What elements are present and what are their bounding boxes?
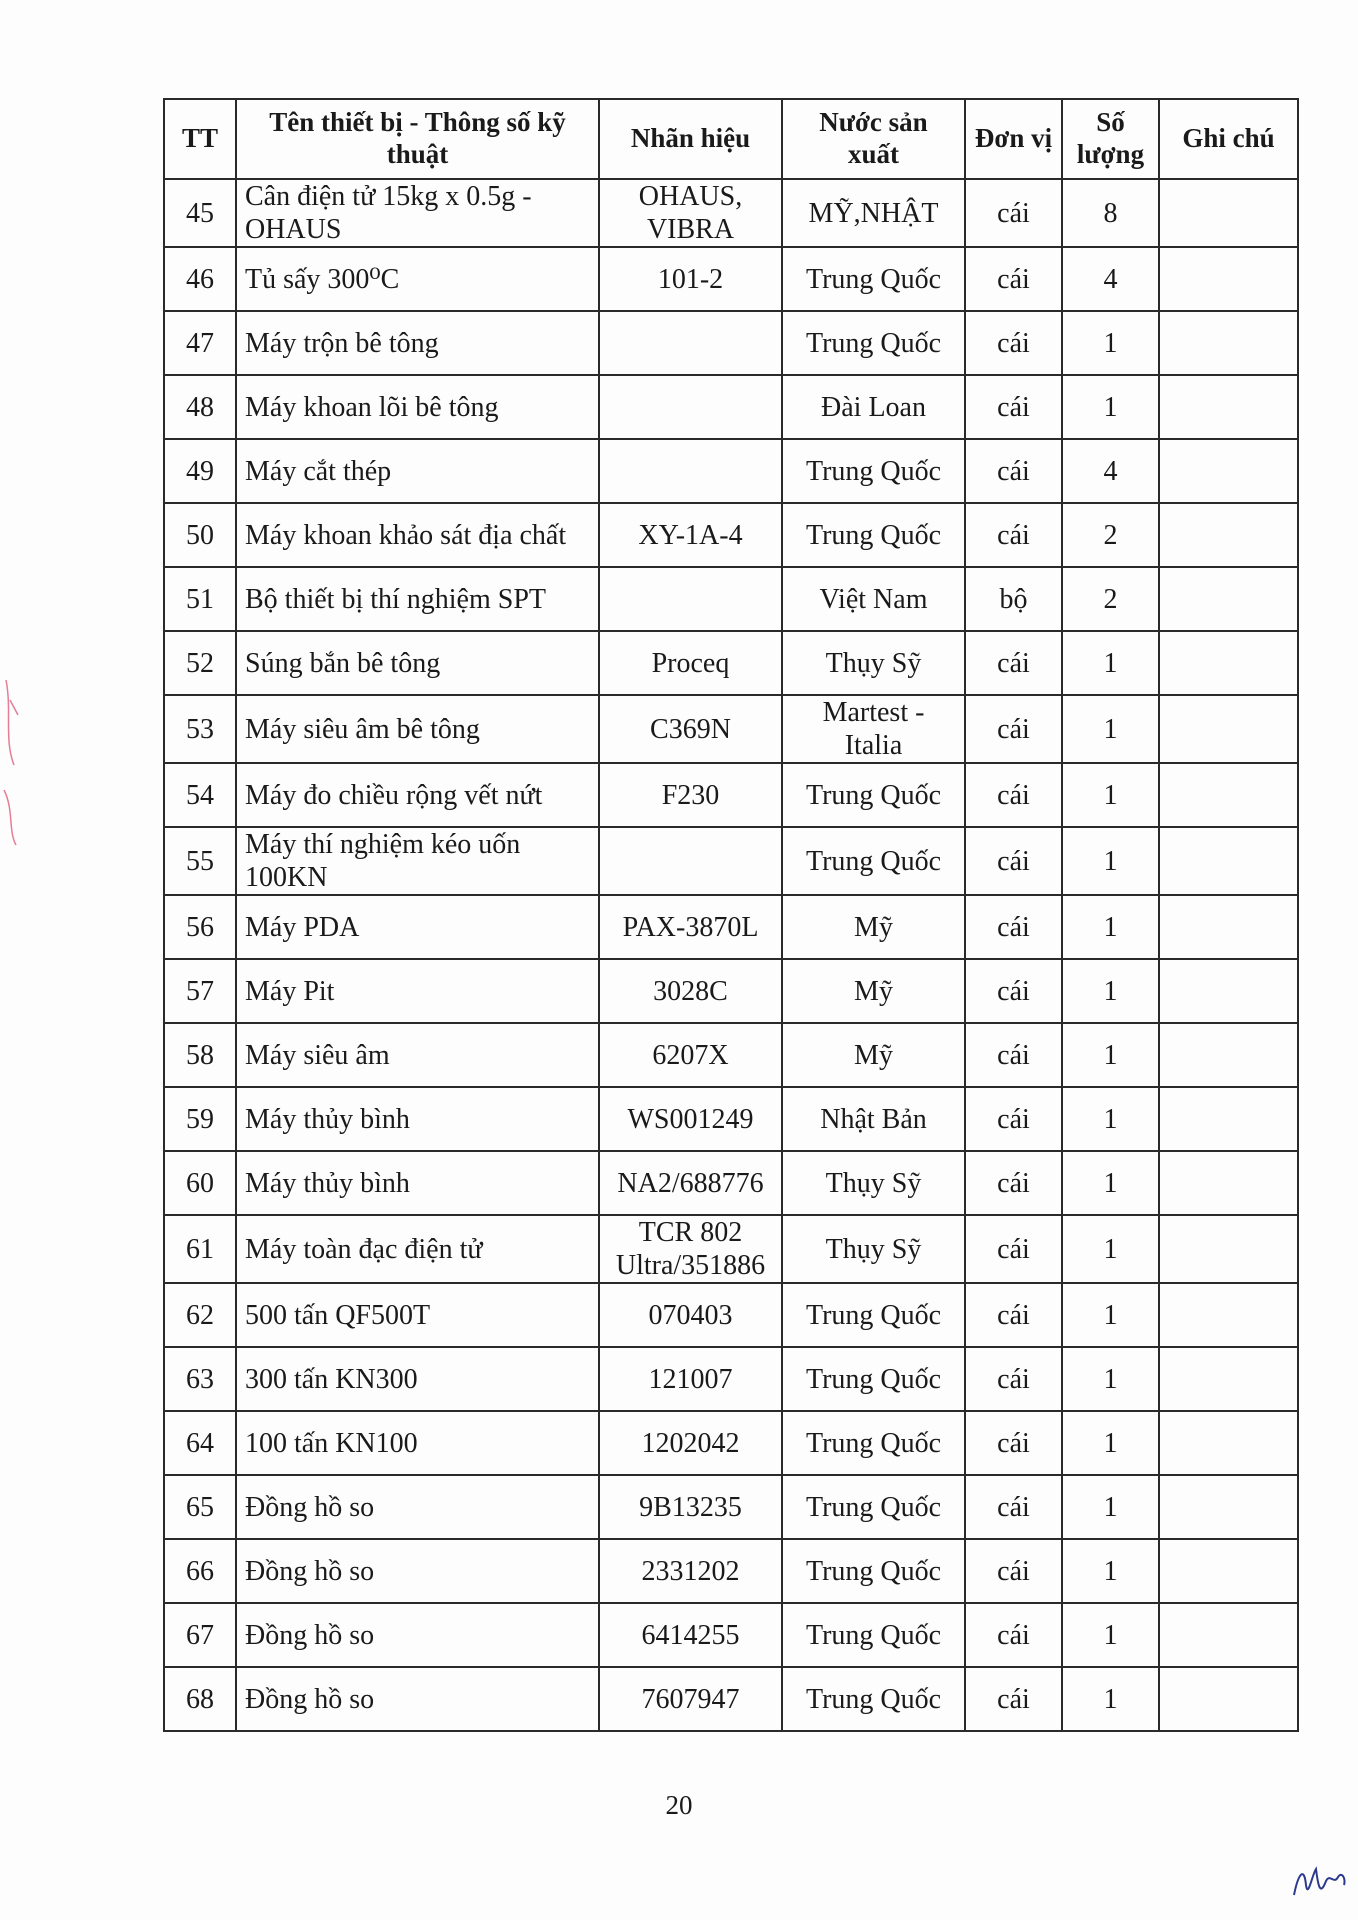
cell-tt: 63: [164, 1347, 236, 1411]
cell-country: Trung Quốc: [782, 1603, 965, 1667]
header-note: Ghi chú: [1159, 99, 1298, 179]
cell-note: [1159, 1475, 1298, 1539]
cell-tt: 54: [164, 763, 236, 827]
cell-country: Trung Quốc: [782, 503, 965, 567]
table-row: [164, 439, 1298, 503]
cell-name: Máy siêu âm bê tông: [236, 695, 599, 763]
cell-name: Máy siêu âm: [236, 1023, 599, 1087]
cell-brand: 6207X: [599, 1023, 782, 1087]
cell-name: 500 tấn QF500T: [236, 1283, 599, 1347]
cell-country: Trung Quốc: [782, 1411, 965, 1475]
cell-country: Martest - Italia: [782, 695, 965, 763]
cell-note: [1159, 763, 1298, 827]
cell-brand: 6414255: [599, 1603, 782, 1667]
cell-unit: cái: [965, 1347, 1062, 1411]
cell-unit: cái: [965, 631, 1062, 695]
cell-unit: cái: [965, 311, 1062, 375]
cell-unit: cái: [965, 763, 1062, 827]
cell-brand: 7607947: [599, 1667, 782, 1731]
cell-brand: 121007: [599, 1347, 782, 1411]
cell-name: Máy đo chiều rộng vết nứt: [236, 763, 599, 827]
cell-note: [1159, 247, 1298, 311]
cell-tt: 58: [164, 1023, 236, 1087]
cell-qty: 1: [1062, 959, 1159, 1023]
cell-unit: cái: [965, 1667, 1062, 1731]
cell-tt: 64: [164, 1411, 236, 1475]
table-row: [164, 959, 1298, 1023]
cell-unit: cái: [965, 375, 1062, 439]
cell-name: Máy Pit: [236, 959, 599, 1023]
table-row: [164, 179, 1298, 247]
cell-note: [1159, 959, 1298, 1023]
cell-brand: Proceq: [599, 631, 782, 695]
cell-qty: 1: [1062, 1475, 1159, 1539]
cell-name: Đồng hồ so: [236, 1475, 599, 1539]
header-qty: Số lượng: [1062, 99, 1159, 179]
table-row: [164, 1087, 1298, 1151]
cell-brand: 2331202: [599, 1539, 782, 1603]
cell-country: Việt Nam: [782, 567, 965, 631]
cell-unit: cái: [965, 827, 1062, 895]
cell-qty: 4: [1062, 247, 1159, 311]
cell-qty: 1: [1062, 695, 1159, 763]
cell-tt: 55: [164, 827, 236, 895]
cell-country: Trung Quốc: [782, 247, 965, 311]
cell-unit: cái: [965, 895, 1062, 959]
table-row: [164, 1539, 1298, 1603]
cell-qty: 1: [1062, 1411, 1159, 1475]
cell-qty: 1: [1062, 1151, 1159, 1215]
cell-note: [1159, 1283, 1298, 1347]
cell-name: Bộ thiết bị thí nghiệm SPT: [236, 567, 599, 631]
cell-brand: XY-1A-4: [599, 503, 782, 567]
equipment-table: [163, 98, 1299, 1732]
cell-name: Máy toàn đạc điện tử: [236, 1215, 599, 1283]
table-row: [164, 567, 1298, 631]
cell-unit: cái: [965, 1411, 1062, 1475]
cell-brand: 9B13235: [599, 1475, 782, 1539]
cell-name: 300 tấn KN300: [236, 1347, 599, 1411]
cell-note: [1159, 1347, 1298, 1411]
handwritten-signature-icon: [1290, 1855, 1350, 1905]
cell-qty: 1: [1062, 895, 1159, 959]
cell-qty: 1: [1062, 1667, 1159, 1731]
cell-name: Cân điện tử 15kg x 0.5g - OHAUS: [236, 179, 599, 247]
cell-brand: 070403: [599, 1283, 782, 1347]
cell-brand: WS001249: [599, 1087, 782, 1151]
table-body: [164, 179, 1298, 1731]
cell-unit: cái: [965, 1603, 1062, 1667]
cell-tt: 52: [164, 631, 236, 695]
table-row: [164, 827, 1298, 895]
cell-country: Trung Quốc: [782, 1475, 965, 1539]
cell-unit: cái: [965, 247, 1062, 311]
cell-unit: cái: [965, 695, 1062, 763]
cell-qty: 2: [1062, 567, 1159, 631]
cell-note: [1159, 1215, 1298, 1283]
cell-note: [1159, 631, 1298, 695]
cell-qty: 1: [1062, 1539, 1159, 1603]
cell-qty: 1: [1062, 1023, 1159, 1087]
cell-unit: cái: [965, 439, 1062, 503]
cell-brand: 1202042: [599, 1411, 782, 1475]
red-stamp-fragment-icon: [0, 670, 36, 850]
cell-country: Thụy Sỹ: [782, 631, 965, 695]
table-row: [164, 1215, 1298, 1283]
cell-tt: 56: [164, 895, 236, 959]
cell-tt: 48: [164, 375, 236, 439]
header-brand: Nhãn hiệu: [599, 99, 782, 179]
cell-qty: 2: [1062, 503, 1159, 567]
cell-tt: 53: [164, 695, 236, 763]
cell-brand: [599, 567, 782, 631]
cell-brand: F230: [599, 763, 782, 827]
header-country: Nước sản xuất: [782, 99, 965, 179]
table-row: [164, 1603, 1298, 1667]
cell-country: Trung Quốc: [782, 1283, 965, 1347]
cell-note: [1159, 179, 1298, 247]
table-row: [164, 763, 1298, 827]
cell-qty: 1: [1062, 1603, 1159, 1667]
cell-name: Máy trộn bê tông: [236, 311, 599, 375]
cell-note: [1159, 503, 1298, 567]
table-row: [164, 1347, 1298, 1411]
cell-unit: cái: [965, 959, 1062, 1023]
cell-brand: 101-2: [599, 247, 782, 311]
cell-country: Trung Quốc: [782, 827, 965, 895]
cell-name: Máy khoan lõi bê tông: [236, 375, 599, 439]
cell-tt: 50: [164, 503, 236, 567]
table-row: [164, 895, 1298, 959]
cell-note: [1159, 1411, 1298, 1475]
cell-tt: 62: [164, 1283, 236, 1347]
cell-country: Mỹ: [782, 959, 965, 1023]
cell-note: [1159, 827, 1298, 895]
cell-country: Đài Loan: [782, 375, 965, 439]
table-row: [164, 1151, 1298, 1215]
cell-qty: 1: [1062, 375, 1159, 439]
cell-note: [1159, 1151, 1298, 1215]
cell-tt: 65: [164, 1475, 236, 1539]
cell-tt: 46: [164, 247, 236, 311]
cell-brand: [599, 827, 782, 895]
cell-note: [1159, 1087, 1298, 1151]
cell-brand: [599, 375, 782, 439]
cell-country: Thụy Sỹ: [782, 1215, 965, 1283]
cell-note: [1159, 1539, 1298, 1603]
cell-country: Nhật Bản: [782, 1087, 965, 1151]
table-row: [164, 1023, 1298, 1087]
cell-unit: cái: [965, 179, 1062, 247]
cell-brand: NA2/688776: [599, 1151, 782, 1215]
page-number: 20: [665, 1790, 693, 1820]
cell-country: Trung Quốc: [782, 763, 965, 827]
cell-unit: cái: [965, 1151, 1062, 1215]
cell-tt: 45: [164, 179, 236, 247]
cell-tt: 51: [164, 567, 236, 631]
cell-unit: cái: [965, 1215, 1062, 1283]
cell-country: Trung Quốc: [782, 439, 965, 503]
cell-note: [1159, 439, 1298, 503]
cell-unit: cái: [965, 503, 1062, 567]
cell-name: Máy cắt thép: [236, 439, 599, 503]
cell-qty: 1: [1062, 1283, 1159, 1347]
table-row: [164, 1667, 1298, 1731]
cell-note: [1159, 895, 1298, 959]
cell-qty: 1: [1062, 631, 1159, 695]
cell-qty: 1: [1062, 1087, 1159, 1151]
cell-tt: 59: [164, 1087, 236, 1151]
cell-note: [1159, 567, 1298, 631]
cell-qty: 4: [1062, 439, 1159, 503]
cell-unit: cái: [965, 1539, 1062, 1603]
cell-note: [1159, 695, 1298, 763]
cell-name: Tủ sấy 300⁰C: [236, 247, 599, 311]
cell-brand: PAX-3870L: [599, 895, 782, 959]
cell-unit: cái: [965, 1283, 1062, 1347]
cell-unit: bộ: [965, 567, 1062, 631]
cell-note: [1159, 375, 1298, 439]
cell-brand: [599, 311, 782, 375]
cell-country: Trung Quốc: [782, 311, 965, 375]
cell-note: [1159, 311, 1298, 375]
table-row: [164, 631, 1298, 695]
table-header: [164, 99, 1298, 179]
cell-country: Trung Quốc: [782, 1667, 965, 1731]
cell-note: [1159, 1603, 1298, 1667]
cell-qty: 1: [1062, 763, 1159, 827]
table-row: [164, 247, 1298, 311]
cell-tt: 57: [164, 959, 236, 1023]
cell-country: Mỹ: [782, 1023, 965, 1087]
cell-name: Máy thủy bình: [236, 1151, 599, 1215]
cell-brand: C369N: [599, 695, 782, 763]
cell-name: Máy thủy bình: [236, 1087, 599, 1151]
cell-brand: OHAUS, VIBRA: [599, 179, 782, 247]
cell-name: Máy PDA: [236, 895, 599, 959]
cell-unit: cái: [965, 1023, 1062, 1087]
cell-name: Đồng hồ so: [236, 1667, 599, 1731]
cell-country: Thụy Sỹ: [782, 1151, 965, 1215]
cell-qty: 1: [1062, 827, 1159, 895]
cell-brand: TCR 802 Ultra/351886: [599, 1215, 782, 1283]
cell-tt: 66: [164, 1539, 236, 1603]
cell-country: Trung Quốc: [782, 1539, 965, 1603]
cell-unit: cái: [965, 1475, 1062, 1539]
cell-qty: 1: [1062, 311, 1159, 375]
header-unit: Đơn vị: [965, 99, 1062, 179]
table-row: [164, 503, 1298, 567]
cell-country: Mỹ: [782, 895, 965, 959]
cell-brand: 3028C: [599, 959, 782, 1023]
table-row: [164, 695, 1298, 763]
cell-country: Trung Quốc: [782, 1347, 965, 1411]
cell-note: [1159, 1023, 1298, 1087]
cell-name: Đồng hồ so: [236, 1539, 599, 1603]
table-row: [164, 1411, 1298, 1475]
cell-tt: 49: [164, 439, 236, 503]
cell-name: Máy thí nghiệm kéo uốn 100KN: [236, 827, 599, 895]
cell-tt: 60: [164, 1151, 236, 1215]
cell-name: Súng bắn bê tông: [236, 631, 599, 695]
cell-name: 100 tấn KN100: [236, 1411, 599, 1475]
cell-tt: 61: [164, 1215, 236, 1283]
cell-name: Đồng hồ so: [236, 1603, 599, 1667]
cell-qty: 8: [1062, 179, 1159, 247]
table-row: [164, 1283, 1298, 1347]
cell-tt: 47: [164, 311, 236, 375]
table-row: [164, 375, 1298, 439]
cell-qty: 1: [1062, 1215, 1159, 1283]
header-name: Tên thiết bị - Thông số kỹ thuật: [236, 99, 599, 179]
table-row: [164, 311, 1298, 375]
cell-note: [1159, 1667, 1298, 1731]
table-row: [164, 1475, 1298, 1539]
cell-tt: 68: [164, 1667, 236, 1731]
cell-name: Máy khoan khảo sát địa chất: [236, 503, 599, 567]
cell-brand: [599, 439, 782, 503]
cell-qty: 1: [1062, 1347, 1159, 1411]
cell-tt: 67: [164, 1603, 236, 1667]
cell-country: MỸ,NHẬT: [782, 179, 965, 247]
header-tt: TT: [164, 99, 236, 179]
cell-unit: cái: [965, 1087, 1062, 1151]
